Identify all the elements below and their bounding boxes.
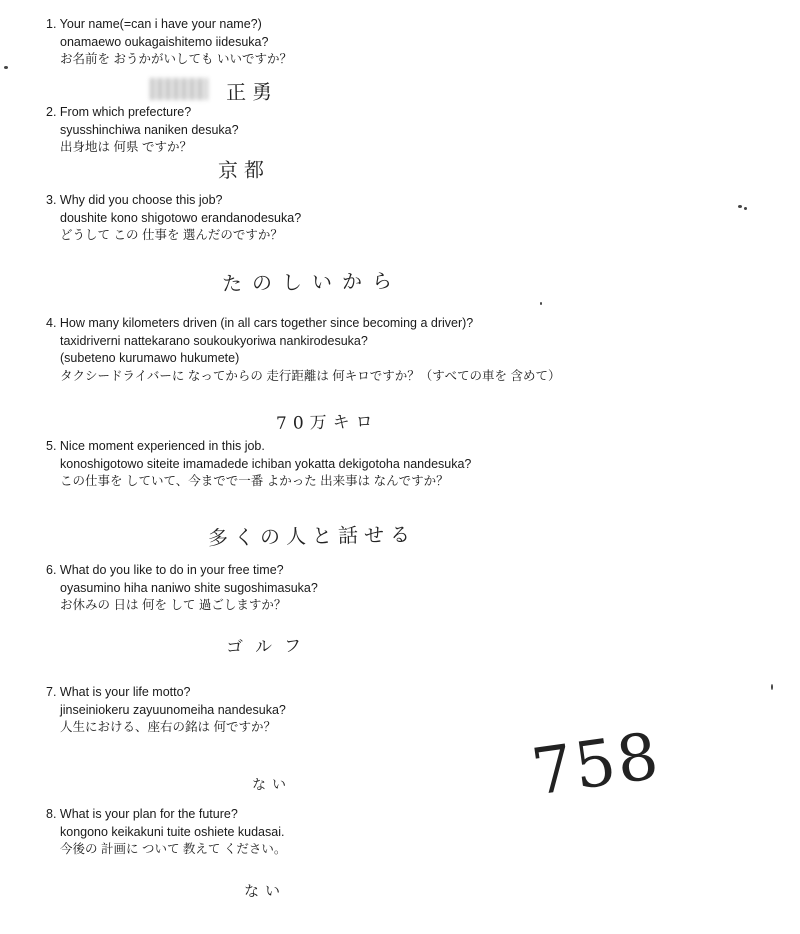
question-5 [46, 438, 471, 491]
question-7 [46, 684, 286, 737]
question-text: 3. Why did you choose this job? [46, 193, 223, 207]
question-note: (subeteno kurumawo hukumete) [60, 351, 240, 365]
question-text: 2. From which prefecture? [46, 105, 192, 119]
question-2 [46, 104, 239, 157]
scan-speck [744, 207, 747, 210]
answer-6: ゴルフ [225, 636, 314, 658]
question-romaji: doushite kono shigotowo erandanodesuka? [60, 210, 302, 225]
question-japanese: 今後の 計画に ついて 教えて ください。 [60, 842, 287, 856]
question-japanese: この仕事を していて、今までで一番 よかった 出来事は なんですか？ [60, 474, 449, 488]
question-japanese: どうして この 仕事を 選んだのですか？ [60, 228, 283, 242]
question-3 [46, 192, 301, 245]
question-romaji: syusshinchiwa naniken desuka? [60, 122, 239, 137]
question-text: 5. Nice moment experienced in this job. [46, 439, 265, 453]
question-romaji: onamaewo oukagaishitemo iidesuka? [60, 34, 269, 49]
question-1 [46, 16, 292, 69]
question-romaji: jinseiniokeru zayuunomeiha nandesuka? [60, 702, 286, 717]
question-japanese: お名前を おうかがいしても いいですか？ [60, 52, 292, 66]
question-romaji: konoshigotowo siteite imamadede ichiban yokatta dekigotoha nandesuka? [60, 456, 472, 471]
scan-speck [540, 302, 542, 305]
question-text: 1. Your name(=can i have your name?) [46, 17, 262, 31]
question-romaji: taxidriverni nattekarano soukoukyoriwa nankirodesuka? [60, 333, 368, 348]
answer-2: 京都 [217, 157, 271, 183]
scan-speck [771, 684, 773, 690]
scan-speck [4, 66, 8, 69]
question-text: 4. How many kilometers driven (in all cars together since becoming a driver)? [46, 316, 474, 330]
question-text: 6. What do you like to do in your free time? [46, 563, 284, 577]
handwritten-number: 758 [527, 719, 665, 811]
question-japanese: タクシードライバーに なってからの 走行距離は 何キロですか？（すべての車を 含めて） [60, 368, 561, 383]
answer-5: 多くの人と話せる [207, 522, 417, 550]
question-6 [46, 562, 318, 615]
question-4 [46, 315, 561, 385]
question-romaji: kongono keikakuni tuite oshiete kudasai. [60, 824, 285, 839]
answer-4: 70万キロ [275, 412, 379, 434]
question-text: 8. What is your plan for the future? [46, 807, 238, 821]
question-japanese: 人生における、座右の銘は 何ですか？ [60, 720, 276, 734]
answer-3: たのしいから [221, 268, 403, 296]
answer-8: ない [243, 881, 287, 901]
question-8 [46, 806, 286, 859]
redacted-name-blur [150, 78, 208, 100]
answer-7: ない [251, 776, 293, 794]
question-japanese: 出身地は 何県 ですか？ [60, 140, 192, 154]
question-romaji: oyasumino hiha naniwo shite sugoshimasuka? [60, 580, 318, 595]
question-text: 7. What is your life motto? [46, 685, 191, 699]
question-japanese: お休みの 日は 何を して 過ごしますか？ [60, 598, 287, 612]
scan-speck [738, 205, 742, 208]
answer-1: 正勇 [225, 79, 279, 105]
